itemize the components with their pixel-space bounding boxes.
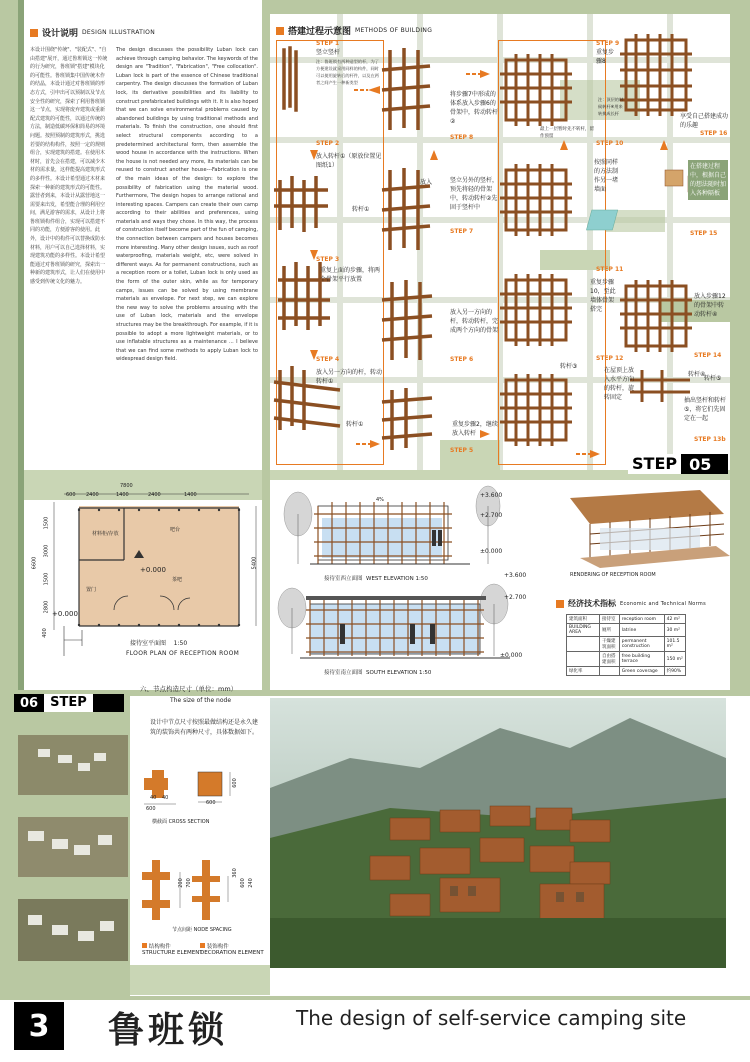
design-body-cn: 本设计围绕"传统"、"装配式"、"自由搭建"展开，通过鲁班锁这一传统的行为研究，鲁班锁"搭建"模块化的可能性。鲁班锁集中国传统木作的结晶，本设计通过对鲁班锁的形态方式，引申出可以预制以及节点安全性的研究，探索了利用鲁班锁这一节点，实现将废弃建筑或重新配式建筑的可能性，以通过传统的方法，制造低碳环保和简易的环境问题。按照预制的建筑形式，挑选若要的结构构件，按照一定的规则组合，实现建筑的搭建。在使用木材时，首先会在搭建，可以减少木材的需求量，这样能提高建筑形式的多样性。本设计希望通过木材来探索一种新的建筑形式的可能性。露营者到来，本设计从露营地这一需要来出发，希望能合理的利用空间，满足游客的需求，从设计上将鲁班锁构件组合，实现可以搭建不同的功能，方便游客的使用。此外，设计中的构件可以替换成防水材料，用户可以自己选择材料，实现建筑功能的多样性。本设计希望能通过对鲁班锁的研究，探索出一种新的建筑形式，让人们在使用中感受到传统文化的魅力。 [30, 47, 108, 286]
step-13b-desc: 抽出竖杆和转杆⑤，将它们先固定在一起 [684, 397, 727, 422]
norms-title-cn: 经济技术指标 [568, 599, 616, 608]
plan-dim-left-total: 6600 [31, 556, 38, 570]
step-05-num: 05 [689, 454, 712, 474]
norms-cell: latrine [619, 624, 664, 637]
node-dim-8: 600 [239, 878, 246, 888]
legend-decoration [200, 942, 264, 956]
norms-cell: 42 m² [664, 615, 685, 624]
footer-title-en: The design of self-service camping site [296, 1006, 687, 1030]
plan-title-en: FLOOR PLAN OF RECEPTION ROOM [126, 650, 240, 657]
step-2-desc: 放入转杆①（原放位置见图纸1） [316, 153, 382, 169]
west-title [324, 574, 428, 582]
step-5-tag: STEP 5 [450, 447, 474, 454]
footer-number: 3 [14, 1002, 64, 1050]
step-9-note: 最上一层暂时先不转杆，留作预留 [540, 127, 594, 139]
plan-dim-1: 600 [66, 492, 76, 498]
west-level-2: +2.700 [480, 512, 503, 519]
step-16-tag: STEP 16 [700, 130, 728, 137]
plan-dim-left-1: 1500 [43, 516, 50, 530]
step-4-tag: STEP 4 [316, 356, 340, 363]
node-dim-5: 200 [177, 878, 184, 888]
step-06-badge [14, 694, 124, 712]
plan-dim-total: 7800 [120, 483, 133, 489]
norms-cell: reception room [619, 615, 664, 624]
plan-scale: 1:50 [173, 640, 188, 647]
legend-decoration-cn: 装饰构件 [206, 944, 229, 950]
step-1-tag: STEP 1 [316, 40, 340, 47]
norms-cell: 30 m² [664, 624, 685, 637]
south-level-3: ±0.000 [500, 652, 523, 659]
structure-swatch-icon [142, 943, 147, 948]
decoration-swatch-icon [200, 943, 205, 948]
step-05-badge [628, 454, 728, 474]
node-dim-6: 700 [185, 878, 192, 888]
norms-cell: 101.5 m² [664, 637, 685, 652]
step-7-desc: 竖立另外的竖杆，预先将轻的骨架中，转动转杆②先固于竖杆中 [450, 177, 499, 211]
node-dim-7: 360 [231, 868, 238, 878]
node-title-en: The size of the node [170, 697, 232, 704]
step-14-tag: STEP 14 [694, 352, 722, 359]
plan-title-cn-text: 接待室平面图 [130, 640, 167, 647]
west-level-3: ±0.000 [480, 548, 503, 555]
design-body-en: The design discusses the possibility Luban lock can achieve through camping behavior. The keywords of the design are "Tradition", "Fabrication", "Free collocation". Luban lock is part of the essence of Chinese traditional carpentry. The design discusses the formation of Luban lock, its derivative possibilities and its liability to construct prefabricated buildings with it. It is also hoped that we can solve environmental problems caused by abandoned buildings by using traditional methods and materials. To finish the construction, one should first select structural components according to a predetermined architectural form, then assemble the wood house in accordance with the instructions. When the house is not needed any more, its materials can be reused to construct another house---Fabrication is one of the main ideas of the design: to explore the possibility of fabrication using the material wood. Furthermore, The design hopes to arrange rational and interesting spaces. Campers can create their own camp according to their abilities and preferences, using materials and ways they chose. In this way, the process of construction itself become part of the fun of camping, the connection between campers and houses becomes more interesting. Many other design issues, such as roof waterproofing, materials weight, etc, were solved in different ways. As for permanent constructions, such as a reception room or a toilet, Luban lock is only used as the form of the outer skin, while as for temporary camps, issues can be solved by using membrane materials as envelope. For next step, we can explore the new way to solve the problems arousing with the use of Luban lock, materials and the envelope structures may be the breakthrough. For example, if it is possible to adopt a more lightweight materials, or to use inflatable structures as a maintenance ... I believe that we can find some methods to apply Luban lock to widespread design field. [116, 47, 258, 363]
step-11-tag: STEP 11 [596, 266, 624, 273]
south-title [324, 668, 431, 676]
norms-row [567, 615, 686, 624]
plan-dim-left-4: 2800 [43, 600, 50, 614]
node-dim-4: 600 [231, 778, 238, 788]
norms-cell: 约90% [664, 667, 685, 676]
step-9-desc: 重复步骤8 [596, 49, 615, 65]
plan-room-tea: 茶吧 [172, 577, 183, 583]
node-spacing-en: NODE SPACING [193, 927, 232, 933]
step-14-label: 转杆④ [688, 371, 706, 378]
step-2-tag: STEP 2 [316, 140, 340, 147]
node-dim-1: 40 [150, 795, 157, 801]
norms-row [567, 624, 686, 637]
west-level-1: +3.600 [480, 492, 503, 499]
step-13b-tag: STEP 13b [694, 436, 726, 443]
norms-cell [567, 652, 600, 667]
norms-cell: 绿化率 [567, 667, 600, 676]
step-13-desc: 在屋顶上放入水平方向的转杆，旋转固定 [604, 367, 635, 401]
node-spacing-title [172, 926, 232, 933]
step-12-tag: STEP 12 [596, 355, 624, 362]
south-level-1: +3.600 [504, 572, 527, 579]
norms-cell: permanent construction [619, 637, 664, 652]
design-title-cn: 设计说明 [42, 29, 79, 39]
rendering-title: RENDERING OF RECEPTION ROOM [570, 572, 656, 578]
norms-cell: free building terrace [619, 652, 664, 667]
plan-title-cn [130, 638, 187, 647]
plan-dim-3: 1400 [116, 492, 129, 498]
building-steps-drawing [270, 30, 730, 470]
step-15-desc: 在搭建过程中，根据自己的想法随时加入各种隔板 [688, 160, 728, 200]
design-title [30, 26, 155, 39]
step-10-tag: STEP 10 [596, 140, 624, 147]
footer-title-cn: 鲁班锁 [108, 1009, 229, 1051]
norms-row [567, 637, 686, 652]
norms-table [566, 614, 686, 676]
step-1-desc: 竖立竖杆 [316, 49, 341, 56]
norms-cell: 干燥建筑面积 [600, 637, 620, 652]
methods-title-cn: 搭建过程示意图 [288, 27, 352, 37]
site-rendering [270, 698, 726, 968]
plan-dim-left-2: 3000 [43, 544, 50, 558]
step-14-desc: 放入步骤12的骨架中转动转杆④ [694, 293, 726, 318]
legend-decoration-en: DECORATION ELEMENT [200, 950, 264, 956]
step-1-note: 注：鲁班锁有两种造型的杆，为了方便建设就采用同样的构件，同时可以使用旋转后的杆件，以及在两者之间产生一种新类型 [316, 59, 379, 85]
step-7-label: 放入 [420, 179, 433, 186]
node-dim-9: 240 [247, 878, 254, 888]
norms-title-en: Economic and Technical Norms [620, 600, 706, 607]
node-dim-3: 600 [206, 800, 216, 806]
plan-dim-left-3: 1500 [43, 572, 50, 586]
model-photos [18, 735, 128, 975]
step-12-desc: 重复步骤10，至此墙体骨架搭完 [590, 279, 616, 313]
node-desc: 设计中节点尺寸按照最做结构还是永久建筑的装饰共有两种尺寸，具体数据如下。 [150, 719, 259, 736]
step-6-tag: STEP 6 [450, 356, 474, 363]
norms-cell: 150 m² [664, 652, 685, 667]
plan-dim-2: 2400 [86, 492, 99, 498]
step-7-tag: STEP 7 [450, 228, 474, 235]
step-06-label: STEP [44, 694, 93, 712]
legend-structure [142, 942, 203, 956]
step-13-label: 转杆③ [560, 363, 578, 370]
west-title-en: WEST ELEVATION 1:50 [366, 576, 428, 582]
west-slope: 4% [376, 497, 384, 503]
step-15-tag: STEP 15 [690, 230, 718, 237]
norms-cell: 接待室 [600, 615, 620, 624]
norms-cell: 厕所 [600, 624, 620, 637]
step-6-desc: 放入另一方向的杆，转动转杆，完成两个方向的骨架 [450, 309, 499, 334]
step-4-desc: 放入另一方向的杆，转动转杆① [316, 369, 383, 385]
node-title-cn: 六、节点构造尺寸（单位：mm） [140, 685, 238, 693]
reception-rendering [540, 484, 730, 570]
step-10-desc: 注：顶层的时候转杆④用来转换成长杆 [598, 97, 624, 116]
plan-level-2: +0.000 [52, 610, 78, 618]
west-title-cn: 接待室西立面图 [324, 576, 363, 582]
plan-room-bar: 吧台 [170, 527, 181, 533]
step-3-desc: 重复上面的步骤，将两个骨架平行放置 [320, 267, 381, 283]
step-05-label: STEP [628, 454, 681, 474]
norms-title [556, 598, 706, 609]
step-11-desc: 按照同样的方法制作另一堵墙面 [594, 159, 619, 193]
step-9-tag: STEP 9 [596, 40, 620, 47]
plan-dim-4: 2400 [148, 492, 161, 498]
norms-cell: 建筑面积 [567, 615, 600, 624]
plan-room-hall: 置门 [86, 587, 97, 593]
node-spacing-cn: 节点间距 [172, 927, 193, 933]
node-dim-0: 600 [146, 806, 156, 812]
orange-square-icon [30, 29, 38, 37]
norms-cell: Green coverage [619, 667, 664, 676]
design-title-en: DESIGN ILLUSTRATION [82, 29, 155, 36]
plan-dim-left-5: 400 [41, 628, 48, 638]
plan-dim-right: 5400 [251, 556, 258, 570]
norms-cell: BUILDING AREA [567, 624, 600, 637]
node-cross-cn: 横截面 [152, 819, 168, 825]
south-title-cn: 接待室南立面图 [324, 670, 363, 676]
norms-cell [567, 637, 600, 652]
norms-row [567, 667, 686, 676]
legend-structure-en: STRUCTURE ELEMENT [142, 950, 203, 956]
step-4-label: 转杆① [346, 421, 364, 428]
step-8-tag: STEP 8 [450, 134, 474, 141]
node-cross-title [152, 818, 209, 825]
south-level-2: +2.700 [504, 594, 527, 601]
norms-cell: 自由搭建面积 [600, 652, 620, 667]
step-13b-label: 转杆⑤ [704, 375, 722, 382]
step-16-desc: 享受自己搭建成功的乐趣 [680, 113, 729, 129]
plan-level: +0.000 [140, 566, 166, 574]
methods-title-en: METHODS OF BUILDING [355, 27, 433, 34]
norms-cell [600, 667, 620, 676]
step-06-num: 06 [20, 695, 39, 711]
orange-square-icon [556, 600, 564, 608]
south-title-en: SOUTH ELEVATION 1:50 [366, 670, 432, 676]
node-cross-en: CROSS SECTION [168, 819, 210, 825]
step-2-label: 转杆① [352, 206, 370, 213]
norms-row [567, 652, 686, 667]
plan-room-storage: 材料柜/存放 [92, 531, 119, 537]
step-3-tag: STEP 3 [316, 256, 340, 263]
node-dim-2: 40 [162, 795, 169, 801]
plan-dim-5: 1400 [184, 492, 197, 498]
legend-structure-cn: 结构构件 [148, 944, 171, 950]
step-5-desc: 重复步骤2，继续放入转杆 [452, 421, 498, 437]
step-8-desc: 将步骤7中形成的体系放入步骤6的骨架中，转动转杆② [450, 91, 499, 125]
